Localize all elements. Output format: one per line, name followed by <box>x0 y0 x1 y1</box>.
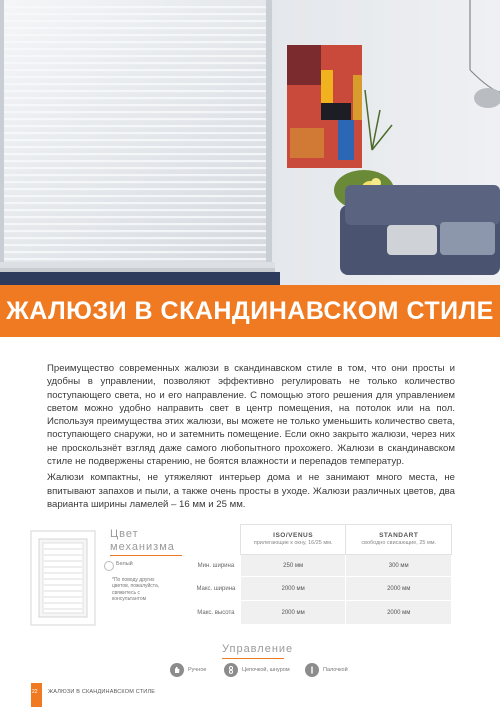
wand-icon <box>305 663 319 677</box>
color-mechanism-title <box>110 528 175 554</box>
chain-icon <box>224 663 238 677</box>
column-header <box>346 525 452 555</box>
column-name: STANDART <box>379 532 419 540</box>
footer-tab <box>31 683 42 707</box>
body-text <box>47 362 455 514</box>
table-header-row <box>192 525 452 555</box>
interior-illustration <box>0 0 500 285</box>
divider <box>222 658 284 659</box>
window-blind-icon <box>30 530 100 628</box>
page-number: 22 <box>32 689 38 695</box>
control-title: Управление <box>222 643 294 655</box>
column-subtitle: свободно свисающие, 25 мм. <box>361 540 437 547</box>
control-option-label: Палочкой <box>323 667 348 673</box>
row-label: Макс. высота <box>192 601 241 625</box>
title-banner <box>0 285 500 337</box>
table-corner <box>192 525 241 555</box>
table-cell: 2000 мм <box>240 577 346 601</box>
hero-photo <box>0 0 500 285</box>
column-header <box>240 525 346 555</box>
page-title: ЖАЛЮЗИ В СКАНДИНАВСКОМ СТИЛЕ <box>6 296 494 325</box>
table-row <box>192 601 452 625</box>
swatch-label: Белый <box>116 561 133 567</box>
row-label: Мин. ширина <box>192 555 241 577</box>
control-option-manual <box>170 663 206 677</box>
column-subtitle: прилегающие к окну, 16/25 мм. <box>253 540 333 547</box>
paragraph: Жалюзи компактны, не утяжеляют интерьер дома и не занимают много места, не впитывают запахов и пыли, а также очень просты в уходе. Жалюзи различных цветов, два варианта ширины ламелей – 16 мм и 25 мм. <box>47 472 455 510</box>
white-swatch <box>104 561 114 571</box>
table-row <box>192 577 452 601</box>
control-option-label: Ручное <box>188 667 207 673</box>
row-label: Макс. ширина <box>192 577 241 601</box>
hand-icon <box>170 663 184 677</box>
paragraph: Преимущество современных жалюзи в скандинавском стиле в том, что они просты и удобны в управлении, позволяют эффективно регулировать не только количество поступающего света, но и его направление. С помощью этого решения для управлением светом можно удобно направить свет в центр помещения, на потолок или на пол. Используя преимущества этих жалюзи, вы можете не только уменьшить количество света, поступающего снаружи, но и затемнить помещение. Если окно закрыто жалюзи, через них не проскользнёт взгляд даже самого любопытного прохожего. Жалюзи в скандинавском стиле не подвержены старению, не боятся влажности и перепадов температур. <box>47 363 455 468</box>
table-cell: 2000 мм <box>346 601 452 625</box>
color-mechanism-title-line: Цвет <box>110 528 139 540</box>
table-cell: 250 мм <box>240 555 346 577</box>
control-option-label: Цепочкой, шнуром <box>242 667 290 673</box>
divider <box>110 555 182 556</box>
table-cell: 2000 мм <box>346 577 452 601</box>
table-cell: 300 мм <box>346 555 452 577</box>
spec-table <box>191 524 452 625</box>
footer-section-title: ЖАЛЮЗИ В СКАНДИНАВСКОМ СТИЛЕ <box>48 689 156 695</box>
color-mechanism-title-line: механизма <box>110 541 175 553</box>
table-row <box>192 555 452 577</box>
column-name: ISO/VENUS <box>273 532 314 540</box>
control-option-wand <box>305 663 348 677</box>
table-cell: 2000 мм <box>240 601 346 625</box>
color-note: *По поводу других цветов, пожалуйста, свяжитесь с консультантом <box>112 577 160 602</box>
control-option-chain <box>224 663 290 677</box>
